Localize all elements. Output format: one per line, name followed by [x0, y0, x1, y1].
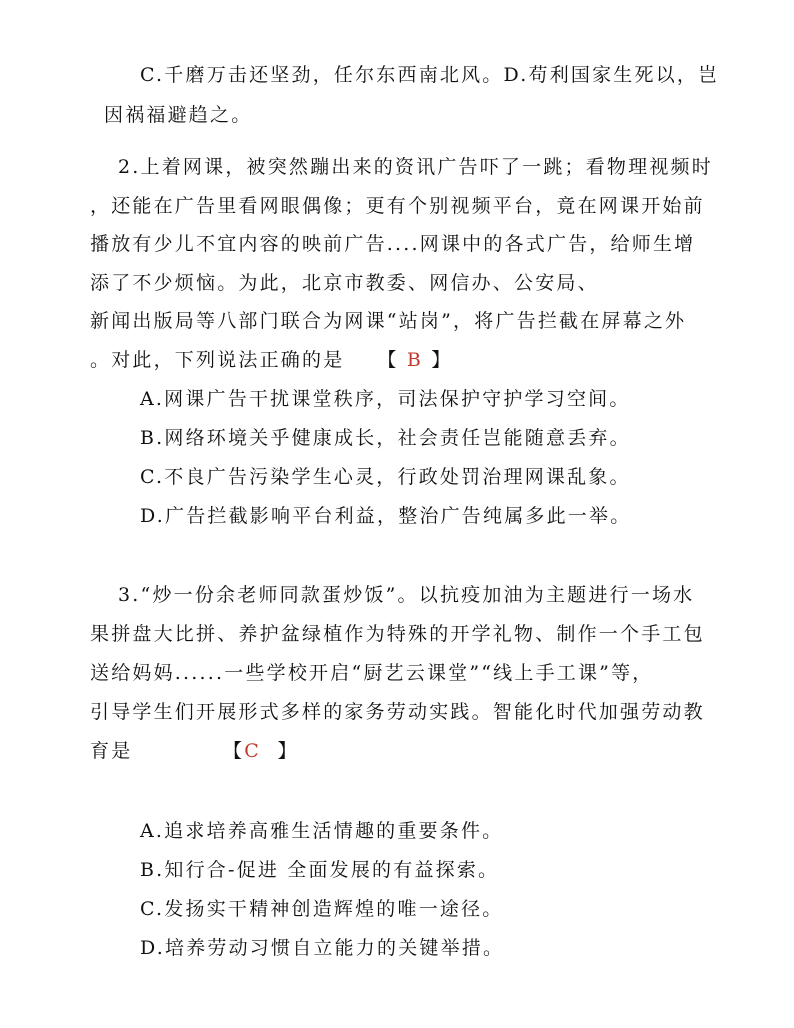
q3-bracket-close: 】: [277, 740, 299, 762]
q2-bracket-open: 【: [377, 349, 399, 371]
q3-stem-line-4: 引导学生们开展形式多样的家务劳动实践。智能化时代加强劳动教: [90, 701, 705, 723]
q3-stem-line-1: 3.“炒一份余老师同款蛋炒饭”。以抗疫加油为主题进行一场水: [118, 584, 695, 606]
q3-stem-line-2: 果拼盘大比拼、养护盆绿植作为特殊的开学礼物、制作一个手工包: [90, 623, 705, 645]
q2-stem-line-6: [90, 347, 452, 373]
q2-answer: B: [406, 349, 423, 371]
q2-stem-line-2: ，还能在广告里看网眼偶像；更有个别视频平台，竟在网课开始前: [90, 195, 705, 217]
q3-stem-line-5: [90, 738, 299, 764]
q3-bracket-open: 【: [223, 740, 245, 762]
q1-option-line-2: 因祸福避趋之。: [104, 104, 253, 126]
q3-stem-end: 育是: [90, 740, 133, 762]
q2-stem-line-1: 2.上着网课，被突然蹦出来的资讯广告吓了一跳；看物理视频时: [118, 156, 713, 178]
q2-bracket-close: 】: [431, 349, 453, 371]
q2-stem-line-4: 添了不少烦恼。为此，北京市教委、网信办、公安局、: [90, 272, 599, 294]
q3-option-d: D.培养劳动习惯自立能力的关键举措。: [140, 937, 505, 959]
q2-option-c: C.不良广告污染学生心灵，行政处罚治理网课乱象。: [140, 466, 631, 488]
q2-stem-line-3: 播放有少儿不宜内容的映前广告....网课中的各式广告，给师生增: [90, 233, 696, 255]
q3-option-a: A.追求培养高雅生活情趣的重要条件。: [140, 820, 504, 842]
q2-option-d: D.广告拦截影响平台利益，整治广告纯属多此一举。: [140, 505, 632, 527]
q3-option-b: B.知行合-促进 全面发展的有益探索。: [140, 859, 500, 881]
q2-stem-end: 。对此，下列说法正确的是: [90, 349, 345, 371]
q1-option-line-1: C.千磨万击还坚劲，任尔东西南北风。D.苟利国家生死以，岂: [140, 64, 720, 86]
q2-option-b: B.网络环境关乎健康成长，社会责任岂能随意丢弃。: [140, 427, 631, 449]
q3-answer: C: [244, 740, 261, 762]
q2-option-a: A.网课广告干扰课堂秩序，司法保护守护学习空间。: [140, 388, 631, 410]
q2-stem-line-5: 新闻出版局等八部门联合为网课“站岗”，将广告拦截在屏幕之外: [90, 310, 687, 332]
q3-stem-line-3: 送给妈妈......一些学校开启“厨艺云课堂”“线上手工课”等，: [90, 662, 654, 684]
q3-option-c: C.发扬实干精神创造辉煌的唯一途径。: [140, 898, 504, 920]
